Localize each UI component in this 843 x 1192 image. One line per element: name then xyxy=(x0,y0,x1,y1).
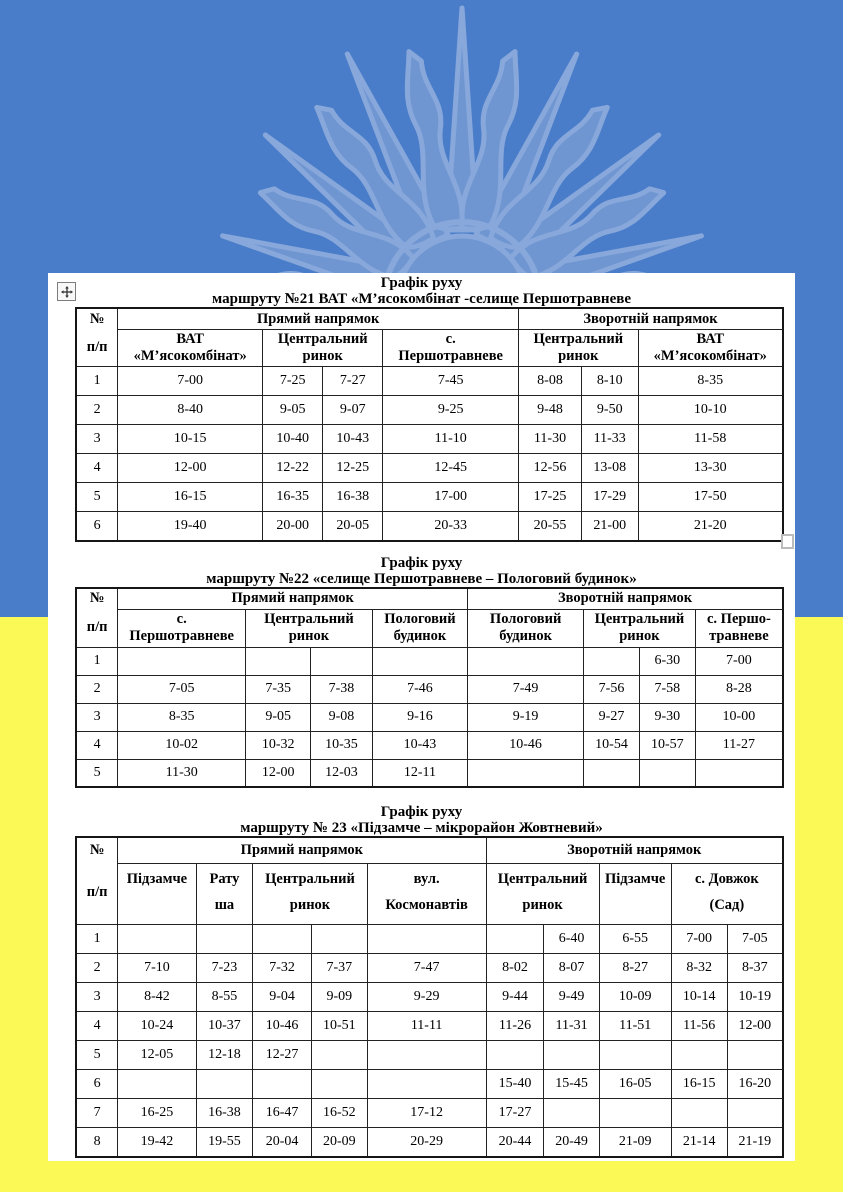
stop-header-line: «М’ясокомбінат» xyxy=(653,348,767,364)
time-cell xyxy=(367,925,486,954)
schedule-section-2 xyxy=(48,555,795,789)
time-cell xyxy=(468,759,584,787)
table-row xyxy=(76,731,783,759)
stop-header-line: травневе xyxy=(709,628,769,644)
time-cell: 6-55 xyxy=(599,925,671,954)
time-cell: 21-00 xyxy=(581,512,638,541)
table-row xyxy=(76,1099,783,1128)
time-cell xyxy=(118,925,196,954)
time-cell xyxy=(599,1041,671,1070)
stop-header-line: Підзамче xyxy=(126,871,188,887)
table-row xyxy=(76,425,783,454)
time-cell: 6-40 xyxy=(544,925,599,954)
time-cell: 10-14 xyxy=(671,983,727,1012)
row-number-header-line: № xyxy=(89,842,105,858)
sun-logo-watermark xyxy=(152,0,772,292)
stop-header xyxy=(118,609,246,647)
row-number-header-line: п/п xyxy=(86,338,108,355)
time-cell xyxy=(246,647,311,675)
time-cell xyxy=(311,1041,367,1070)
time-cell: 7-32 xyxy=(253,954,312,983)
stop-header-line: Центральний xyxy=(264,611,354,627)
time-cell: 17-00 xyxy=(383,483,519,512)
time-cell: 19-42 xyxy=(118,1128,196,1157)
time-cell: 17-12 xyxy=(367,1099,486,1128)
time-cell: 16-35 xyxy=(263,483,323,512)
time-cell: 17-27 xyxy=(486,1099,544,1128)
direction-header: Прямий напрямок xyxy=(118,308,519,330)
schedule-section-1 xyxy=(48,275,795,542)
time-cell: 16-15 xyxy=(118,483,263,512)
time-cell: 7-35 xyxy=(246,675,311,703)
stop-header-line: вул. xyxy=(413,871,440,887)
row-number-cell: 2 xyxy=(76,396,118,425)
time-cell: 16-20 xyxy=(727,1070,783,1099)
table-title xyxy=(48,804,795,836)
time-cell: 7-46 xyxy=(372,675,467,703)
time-cell: 20-29 xyxy=(367,1128,486,1157)
time-cell: 7-58 xyxy=(639,675,695,703)
time-cell: 10-43 xyxy=(372,731,467,759)
time-cell xyxy=(599,1099,671,1128)
stop-header-line: Пологовий xyxy=(489,611,562,627)
stop-header xyxy=(263,330,383,367)
stop-header-line: Космонавтів xyxy=(385,897,468,913)
time-cell xyxy=(118,1070,196,1099)
time-cell: 21-19 xyxy=(727,1128,783,1157)
time-cell xyxy=(253,925,312,954)
stop-header xyxy=(253,864,368,925)
time-cell xyxy=(671,1041,727,1070)
row-number-cell: 2 xyxy=(76,954,118,983)
tables-area xyxy=(48,275,795,1158)
row-number-header-line: п/п xyxy=(86,618,108,635)
table-row xyxy=(76,454,783,483)
time-cell xyxy=(486,1041,544,1070)
time-cell: 8-08 xyxy=(519,367,582,396)
time-cell: 11-51 xyxy=(599,1012,671,1041)
stop-header-line: с. Першо- xyxy=(706,611,771,627)
time-cell: 12-25 xyxy=(323,454,383,483)
time-cell: 20-44 xyxy=(486,1128,544,1157)
time-cell: 7-38 xyxy=(311,675,373,703)
row-number-cell: 6 xyxy=(76,512,118,541)
time-cell: 7-45 xyxy=(383,367,519,396)
schedule-table-3 xyxy=(75,836,784,1158)
stop-header xyxy=(671,864,783,925)
time-cell: 10-51 xyxy=(311,1012,367,1041)
time-cell: 10-24 xyxy=(118,1012,196,1041)
table-row xyxy=(76,675,783,703)
time-cell: 9-44 xyxy=(486,983,544,1012)
time-cell: 12-18 xyxy=(196,1041,253,1070)
stop-header xyxy=(383,330,519,367)
time-cell xyxy=(367,1070,486,1099)
row-number-cell: 6 xyxy=(76,1070,118,1099)
time-cell: 15-40 xyxy=(486,1070,544,1099)
table-row xyxy=(76,1070,783,1099)
time-cell: 20-05 xyxy=(323,512,383,541)
table-row xyxy=(76,1128,783,1157)
time-cell: 10-00 xyxy=(695,703,783,731)
table-title-line: маршруту №22 «селище Першотравневе – Пологовий будинок» xyxy=(206,570,637,587)
time-cell: 9-49 xyxy=(544,983,599,1012)
time-cell: 8-02 xyxy=(486,954,544,983)
time-cell: 9-05 xyxy=(263,396,323,425)
time-cell: 17-25 xyxy=(519,483,582,512)
time-cell: 7-27 xyxy=(323,367,383,396)
time-cell: 15-45 xyxy=(544,1070,599,1099)
stop-header-line: Центральний xyxy=(497,871,588,887)
row-number-header xyxy=(76,837,118,925)
time-cell: 11-11 xyxy=(367,1012,486,1041)
time-cell xyxy=(253,1070,312,1099)
time-cell xyxy=(544,1041,599,1070)
time-cell: 11-30 xyxy=(118,759,246,787)
time-cell: 8-37 xyxy=(727,954,783,983)
time-cell: 10-10 xyxy=(638,396,783,425)
table-row xyxy=(76,1041,783,1070)
time-cell: 7-10 xyxy=(118,954,196,983)
time-cell: 7-25 xyxy=(263,367,323,396)
time-cell: 10-40 xyxy=(263,425,323,454)
time-cell: 8-28 xyxy=(695,675,783,703)
time-cell xyxy=(544,1099,599,1128)
time-cell: 7-00 xyxy=(671,925,727,954)
stop-header-line: ВАТ xyxy=(176,331,204,347)
time-cell: 16-05 xyxy=(599,1070,671,1099)
row-number-cell: 3 xyxy=(76,425,118,454)
stop-header xyxy=(599,864,671,925)
table-row xyxy=(76,396,783,425)
stop-header xyxy=(367,864,486,925)
stop-header xyxy=(486,864,599,925)
time-cell: 12-05 xyxy=(118,1041,196,1070)
stop-header-line: Рату xyxy=(209,871,240,887)
time-cell xyxy=(584,647,640,675)
stop-header-line: ринок xyxy=(302,348,343,364)
stop-header-line: Підзамче xyxy=(604,871,666,887)
time-cell: 9-48 xyxy=(519,396,582,425)
move-cross-icon xyxy=(61,286,73,298)
table-row xyxy=(76,925,783,954)
time-cell xyxy=(196,925,253,954)
time-cell: 10-57 xyxy=(639,731,695,759)
stop-header-line: ВАТ xyxy=(696,331,725,347)
stop-header xyxy=(695,609,783,647)
stop-header-line: Центральний xyxy=(594,611,685,627)
table-row xyxy=(76,647,783,675)
row-number-header xyxy=(76,588,118,648)
time-cell: 10-15 xyxy=(118,425,263,454)
schedule-table-2 xyxy=(75,587,784,789)
time-cell xyxy=(486,925,544,954)
stop-header-line: ринок xyxy=(289,897,331,913)
time-cell: 12-03 xyxy=(311,759,373,787)
table-title-line: Графік руху xyxy=(380,804,463,820)
time-cell: 20-33 xyxy=(383,512,519,541)
stop-header-line: Першотравневе xyxy=(129,628,234,644)
time-cell xyxy=(468,647,584,675)
time-cell: 7-37 xyxy=(311,954,367,983)
row-number-header-line: № xyxy=(89,310,105,327)
stop-header-line: с. xyxy=(176,611,187,627)
time-cell: 8-55 xyxy=(196,983,253,1012)
time-cell xyxy=(695,759,783,787)
table-title-line: Графік руху xyxy=(380,275,463,291)
time-cell: 20-55 xyxy=(519,512,582,541)
time-cell: 10-32 xyxy=(246,731,311,759)
table-row xyxy=(76,983,783,1012)
row-number-header-line: п/п xyxy=(86,883,108,900)
table-row xyxy=(76,1012,783,1041)
row-number-cell: 4 xyxy=(76,731,118,759)
stop-header xyxy=(468,609,584,647)
time-cell: 11-58 xyxy=(638,425,783,454)
row-number-cell: 8 xyxy=(76,1128,118,1157)
time-cell: 11-33 xyxy=(581,425,638,454)
time-cell: 16-52 xyxy=(311,1099,367,1128)
table-title xyxy=(48,555,795,587)
time-cell xyxy=(311,647,373,675)
table-title-line: Графік руху xyxy=(380,554,463,571)
stop-header-line: будинок xyxy=(393,628,447,644)
time-cell: 9-09 xyxy=(311,983,367,1012)
stop-header-line: ринок xyxy=(619,628,660,644)
time-cell: 7-05 xyxy=(118,675,246,703)
time-cell: 9-07 xyxy=(323,396,383,425)
time-cell xyxy=(639,759,695,787)
direction-header: Зворотній напрямок xyxy=(468,588,783,610)
time-cell xyxy=(311,925,367,954)
time-cell: 10-19 xyxy=(727,983,783,1012)
time-cell: 10-43 xyxy=(323,425,383,454)
stop-header-line: ринок xyxy=(522,897,563,913)
document-panel xyxy=(48,273,795,1161)
table-resize-handle[interactable] xyxy=(781,534,794,549)
row-number-cell: 1 xyxy=(76,925,118,954)
time-cell: 13-08 xyxy=(581,454,638,483)
time-cell xyxy=(118,647,246,675)
stop-header-line: будинок xyxy=(499,628,552,644)
stop-header xyxy=(246,609,373,647)
table-row xyxy=(76,759,783,787)
row-number-cell: 1 xyxy=(76,367,118,396)
stop-header-line: Центральний xyxy=(265,871,355,887)
time-cell: 17-29 xyxy=(581,483,638,512)
time-cell: 8-42 xyxy=(118,983,196,1012)
time-cell: 12-22 xyxy=(263,454,323,483)
time-cell: 16-38 xyxy=(196,1099,253,1128)
stop-header xyxy=(638,330,783,367)
time-cell: 7-00 xyxy=(118,367,263,396)
time-cell: 16-38 xyxy=(323,483,383,512)
time-cell: 7-05 xyxy=(727,925,783,954)
table-title xyxy=(48,275,795,307)
time-cell xyxy=(727,1099,783,1128)
row-number-cell: 4 xyxy=(76,1012,118,1041)
time-cell: 20-49 xyxy=(544,1128,599,1157)
row-number-header-line: № xyxy=(89,590,105,606)
time-cell: 16-25 xyxy=(118,1099,196,1128)
time-cell: 8-07 xyxy=(544,954,599,983)
time-cell: 9-16 xyxy=(372,703,467,731)
time-cell: 7-00 xyxy=(695,647,783,675)
row-number-cell: 1 xyxy=(76,647,118,675)
time-cell: 11-30 xyxy=(519,425,582,454)
time-cell: 16-47 xyxy=(253,1099,312,1128)
subheader-row xyxy=(76,330,783,367)
time-cell: 10-35 xyxy=(311,731,373,759)
schedule-section-3 xyxy=(48,804,795,1158)
direction-header: Прямий напрямок xyxy=(118,837,486,864)
time-cell xyxy=(671,1099,727,1128)
stop-header xyxy=(584,609,696,647)
time-cell: 8-32 xyxy=(671,954,727,983)
time-cell: 9-08 xyxy=(311,703,373,731)
header-row xyxy=(76,308,783,330)
stop-header-line: с. Довжок xyxy=(695,871,759,887)
time-cell: 9-19 xyxy=(468,703,584,731)
time-cell: 21-20 xyxy=(638,512,783,541)
time-cell: 9-29 xyxy=(367,983,486,1012)
time-cell: 13-30 xyxy=(638,454,783,483)
time-cell xyxy=(367,1041,486,1070)
time-cell: 7-47 xyxy=(367,954,486,983)
row-number-cell: 5 xyxy=(76,759,118,787)
time-cell: 11-56 xyxy=(671,1012,727,1041)
stop-header xyxy=(519,330,638,367)
table-row xyxy=(76,703,783,731)
table-row xyxy=(76,483,783,512)
stop-header-line: ша xyxy=(214,897,235,913)
subheader-row xyxy=(76,609,783,647)
time-cell: 8-27 xyxy=(599,954,671,983)
time-cell: 11-27 xyxy=(695,731,783,759)
table-title-line: маршруту № 23 «Підзамче – мікрорайон Жовтневий» xyxy=(240,820,603,836)
time-cell xyxy=(727,1041,783,1070)
time-cell: 6-30 xyxy=(639,647,695,675)
time-cell: 7-49 xyxy=(468,675,584,703)
time-cell: 11-10 xyxy=(383,425,519,454)
time-cell: 19-40 xyxy=(118,512,263,541)
row-number-cell: 2 xyxy=(76,675,118,703)
row-number-cell: 7 xyxy=(76,1099,118,1128)
time-cell: 10-46 xyxy=(468,731,584,759)
stop-header xyxy=(118,330,263,367)
subheader-row xyxy=(76,864,783,925)
time-cell: 20-09 xyxy=(311,1128,367,1157)
time-cell: 9-05 xyxy=(246,703,311,731)
time-cell xyxy=(372,647,467,675)
time-cell: 12-00 xyxy=(727,1012,783,1041)
time-cell: 9-50 xyxy=(581,396,638,425)
time-cell: 10-09 xyxy=(599,983,671,1012)
time-cell: 21-14 xyxy=(671,1128,727,1157)
direction-header: Зворотній напрямок xyxy=(486,837,783,864)
stop-header-line: (Сад) xyxy=(709,897,745,913)
time-cell: 17-50 xyxy=(638,483,783,512)
row-number-cell: 5 xyxy=(76,483,118,512)
stop-header-line: Першотравневе xyxy=(398,348,503,364)
time-cell xyxy=(311,1070,367,1099)
stop-header-line: Центральний xyxy=(277,331,368,347)
time-cell: 12-11 xyxy=(372,759,467,787)
time-cell: 19-55 xyxy=(196,1128,253,1157)
time-cell: 12-00 xyxy=(118,454,263,483)
time-cell: 12-27 xyxy=(253,1041,312,1070)
direction-header: Зворотній напрямок xyxy=(519,308,783,330)
time-cell: 10-46 xyxy=(253,1012,312,1041)
time-cell: 16-15 xyxy=(671,1070,727,1099)
time-cell: 10-54 xyxy=(584,731,640,759)
time-cell xyxy=(584,759,640,787)
stop-header xyxy=(118,864,196,925)
table-row xyxy=(76,367,783,396)
stop-header-line: ринок xyxy=(288,628,330,644)
direction-header: Прямий напрямок xyxy=(118,588,468,610)
table-row xyxy=(76,954,783,983)
time-cell: 11-26 xyxy=(486,1012,544,1041)
time-cell: 10-02 xyxy=(118,731,246,759)
time-cell: 9-25 xyxy=(383,396,519,425)
time-cell: 10-37 xyxy=(196,1012,253,1041)
time-cell: 12-45 xyxy=(383,454,519,483)
stop-header-line: Пологовий xyxy=(384,611,456,627)
row-number-header xyxy=(76,308,118,367)
stop-header-line: «М’ясокомбінат» xyxy=(133,348,247,364)
schedule-table-1 xyxy=(75,307,784,542)
time-cell: 20-00 xyxy=(263,512,323,541)
time-cell: 8-10 xyxy=(581,367,638,396)
time-cell: 8-35 xyxy=(118,703,246,731)
time-cell: 9-04 xyxy=(253,983,312,1012)
time-cell: 7-23 xyxy=(196,954,253,983)
time-cell: 9-27 xyxy=(584,703,640,731)
time-cell xyxy=(196,1070,253,1099)
time-cell: 9-30 xyxy=(639,703,695,731)
stop-header xyxy=(372,609,467,647)
header-row xyxy=(76,588,783,610)
time-cell: 11-31 xyxy=(544,1012,599,1041)
stop-header-line: ринок xyxy=(558,348,599,364)
time-cell: 8-35 xyxy=(638,367,783,396)
table-title-line: маршруту №21 ВАТ «М’ясокомбінат -селище Першотравневе xyxy=(212,291,631,307)
stop-header-line: Центральний xyxy=(533,331,624,347)
stop-header xyxy=(196,864,253,925)
time-cell: 12-00 xyxy=(246,759,311,787)
row-number-cell: 5 xyxy=(76,1041,118,1070)
table-row xyxy=(76,512,783,541)
row-number-cell: 3 xyxy=(76,983,118,1012)
time-cell: 21-09 xyxy=(599,1128,671,1157)
stop-header-line: с. xyxy=(445,331,456,347)
row-number-cell: 3 xyxy=(76,703,118,731)
time-cell: 7-56 xyxy=(584,675,640,703)
table-move-handle[interactable] xyxy=(57,282,76,301)
header-row xyxy=(76,837,783,864)
time-cell: 20-04 xyxy=(253,1128,312,1157)
row-number-cell: 4 xyxy=(76,454,118,483)
time-cell: 8-40 xyxy=(118,396,263,425)
time-cell: 12-56 xyxy=(519,454,582,483)
